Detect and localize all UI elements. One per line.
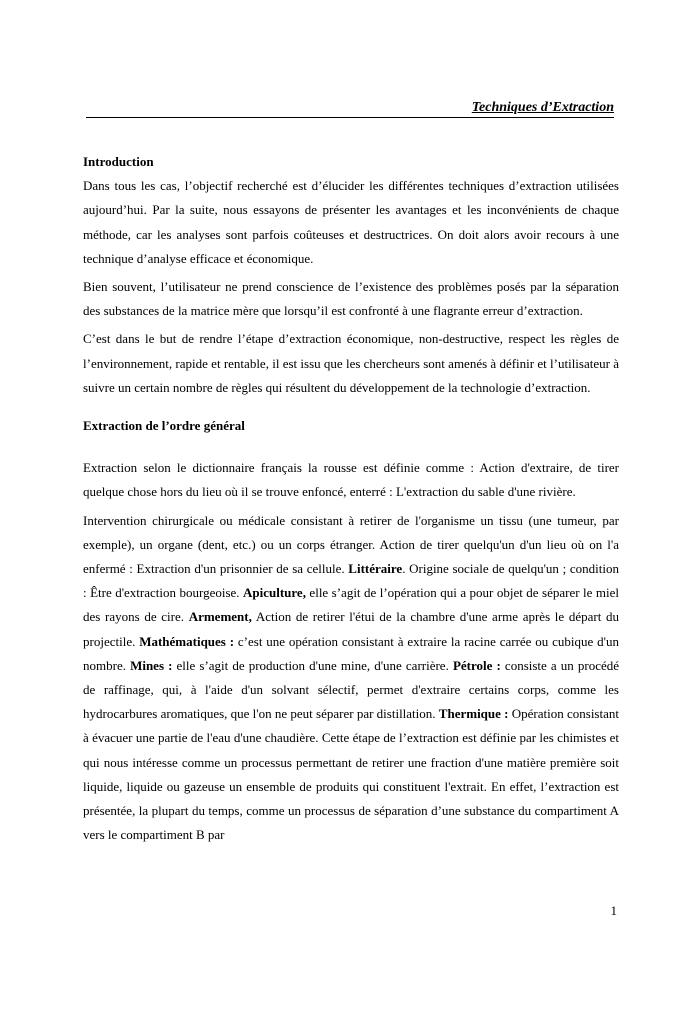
term-armement: Armement, <box>188 609 252 625</box>
term-litteraire: Littéraire <box>348 561 403 577</box>
general-paragraph-1: Extraction selon le dictionnaire français la rousse est définie comme : Action d'extraire, de tirer quelque chose hors du lieu où il se trouve enfoncé, enterré : L'extraction du sable d'une rivière. <box>83 460 619 500</box>
text-run: Intervention chirurgicale ou médicale consistant à retirer de l'organisme un tissu (une tumeur, par exemple), un organe (dent, etc.) ou un corps étranger. Action de tirer quelqu'un d'un lieu où on l'a enfermé : Extraction d'un prisonnier de sa cellule. <box>83 512 619 577</box>
header-title: Techniques d’Extraction <box>471 100 614 115</box>
term-apiculture: Apiculture, <box>243 585 306 601</box>
general-extraction-heading: Extraction de l’ordre général <box>83 418 245 434</box>
text-run: Action de retirer l'étui de la chambre d'une arme après le départ du projectile. <box>83 609 620 649</box>
header-rule <box>86 117 614 118</box>
term-petrole: Pétrole : <box>452 657 501 673</box>
intro-paragraph-1: Dans tous les cas, l’objectif recherché est d’élucider les différentes techniques d’extraction utilisées aujourd’hui. Par la suite, nous essayons de présenter les avantages et les inconvénients de chaque méthode, car les analyses sont parfois coûteuses et destructrices. On doit alors avoir recours à une technique d’analyse efficace et économique. <box>83 178 619 266</box>
text-run: Opération consistant à évacuer une partie de l'eau d'une chaudière. Cette étape de l’extraction est définie par les chimistes et qui nous intéresse comme un processus permettant de retirer une fraction d'une matière première soit liquide, liquide ou gazeuse un ensemble de produits qui constituent l'extrait. En effet, l’extraction est présentée, la plupart du temps, comme un processus de séparation d’une substance du compartiment A vers le compartiment B par <box>83 706 619 843</box>
term-thermique: Thermique : <box>438 706 509 722</box>
intro-paragraph-2: Bien souvent, l’utilisateur ne prend conscience de l’existence des problèmes posés par la séparation des substances de la matrice mère que lorsqu’il est confronté à une flagrante erreur d’extraction. <box>83 279 619 319</box>
text-run: c’est une opération consistant à extraire la racine carrée ou cubique d'un nombre. <box>83 633 619 673</box>
spacer <box>83 438 619 456</box>
document-body <box>83 150 619 851</box>
introduction-heading: Introduction <box>83 154 154 169</box>
term-mines: Mines : <box>130 657 173 673</box>
intro-paragraph-3: C’est dans le but de rendre l’étape d’extraction économique, non-destructive, respect les règles de l’environnement, rapide et rentable, il est issu que les chercheurs sont amenés à définir et l’utilisateur à suivre un certain nombre de règles qui résultent du développement de la technologie d’extraction. <box>83 331 619 395</box>
text-run: consiste a un procédé de raffinage, qui, à l'aide d'un solvant sélectif, permet d'extraire certains corps, comme les hydrocarbures aromatiques, que l'on ne peut séparer par distillation. <box>83 657 619 722</box>
page-number: 1 <box>610 903 617 918</box>
text-run: . Origine sociale de quelqu'un ; condition : Être d'extraction bourgeoise. <box>83 561 619 601</box>
text-run: elle s’agit de production d'une mine, d'une carrière. <box>172 657 453 673</box>
text-run: elle s’agit de l’opération qui a pour objet de séparer le miel des rayons de cire. <box>83 585 619 625</box>
term-mathematiques: Mathématiques : <box>139 633 235 649</box>
spacer <box>83 404 619 414</box>
general-paragraph-2 <box>83 509 619 848</box>
